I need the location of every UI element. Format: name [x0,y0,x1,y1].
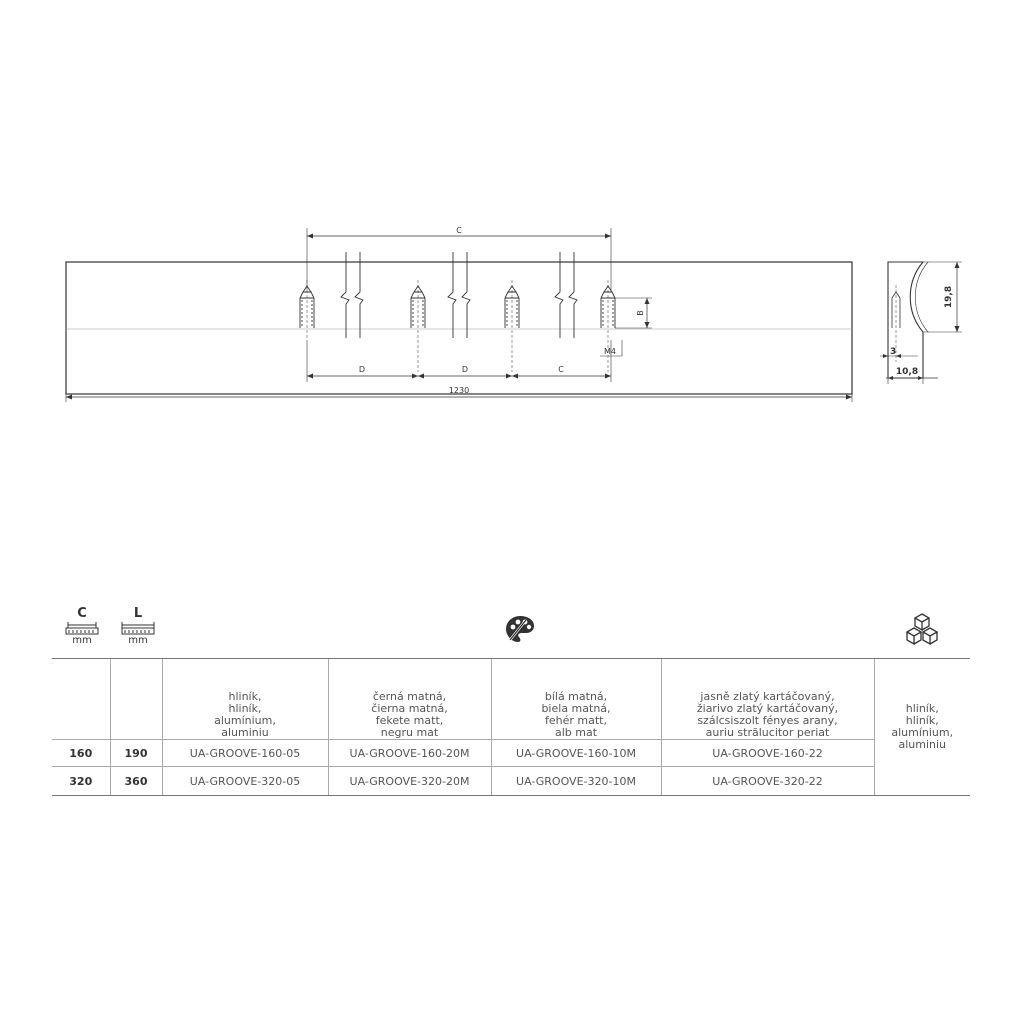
finish-header-1: černá matná, čierna matná, fekete matt, negru mat [328,659,491,740]
product-code: UA-GROOVE-320-05 [162,767,328,796]
side-profile [888,262,928,378]
c-letter: C [77,606,87,621]
palette-icon [504,614,536,644]
dim-d-1: D [358,365,366,374]
dim-d-2: D [461,365,469,374]
l-dimension-icon [120,608,156,652]
product-code: UA-GROOVE-160-05 [162,740,328,767]
dim-offset: 3 [890,347,897,357]
product-code: UA-GROOVE-160-20M [328,740,491,767]
dim-m4: M4 [604,347,616,356]
product-code: UA-GROOVE-320-20M [328,767,491,796]
product-code: UA-GROOVE-320-10M [491,767,661,796]
dim-width: 10,8 [895,367,919,377]
dim-c-bottom: C [558,365,564,374]
table-row [52,767,970,796]
product-code: UA-GROOVE-160-22 [661,740,874,767]
l-unit: mm [128,635,148,646]
c-dimension-icon [64,608,100,652]
profile-body [66,262,852,394]
finish-header-2: bílá matná, biela matná, fehér matt, alb mat [491,659,661,740]
row-l-value: 190 [110,740,162,767]
dim-height: 19,8 [944,285,954,309]
header-c-cell [52,659,110,740]
table-header-row [52,659,970,740]
product-table [52,658,970,796]
l-letter: L [133,606,143,621]
dim-b: B [636,310,645,316]
screw-holes [300,280,615,372]
finish-header-3: jasně zlatý kartáčovaný, žiarivo zlatý kartáčovaný, szálcsiszolt fényes arany, auriu strălucitor periat [661,659,874,740]
cubes-icon [904,612,940,646]
table-row [52,740,970,767]
row-c-value: 160 [52,740,110,767]
material-cell: hliník, hliník, alumínium, aluminiu [874,659,970,796]
header-l-cell [110,659,162,740]
finish-header-0: hliník, hliník, alumínium, aluminiu [162,659,328,740]
row-l-value: 360 [110,767,162,796]
row-c-value: 320 [52,767,110,796]
c-unit: mm [72,635,92,646]
dim-c-top: C [456,226,462,235]
dim-length: 1230 [448,386,470,395]
product-code: UA-GROOVE-320-22 [661,767,874,796]
product-code: UA-GROOVE-160-10M [491,740,661,767]
